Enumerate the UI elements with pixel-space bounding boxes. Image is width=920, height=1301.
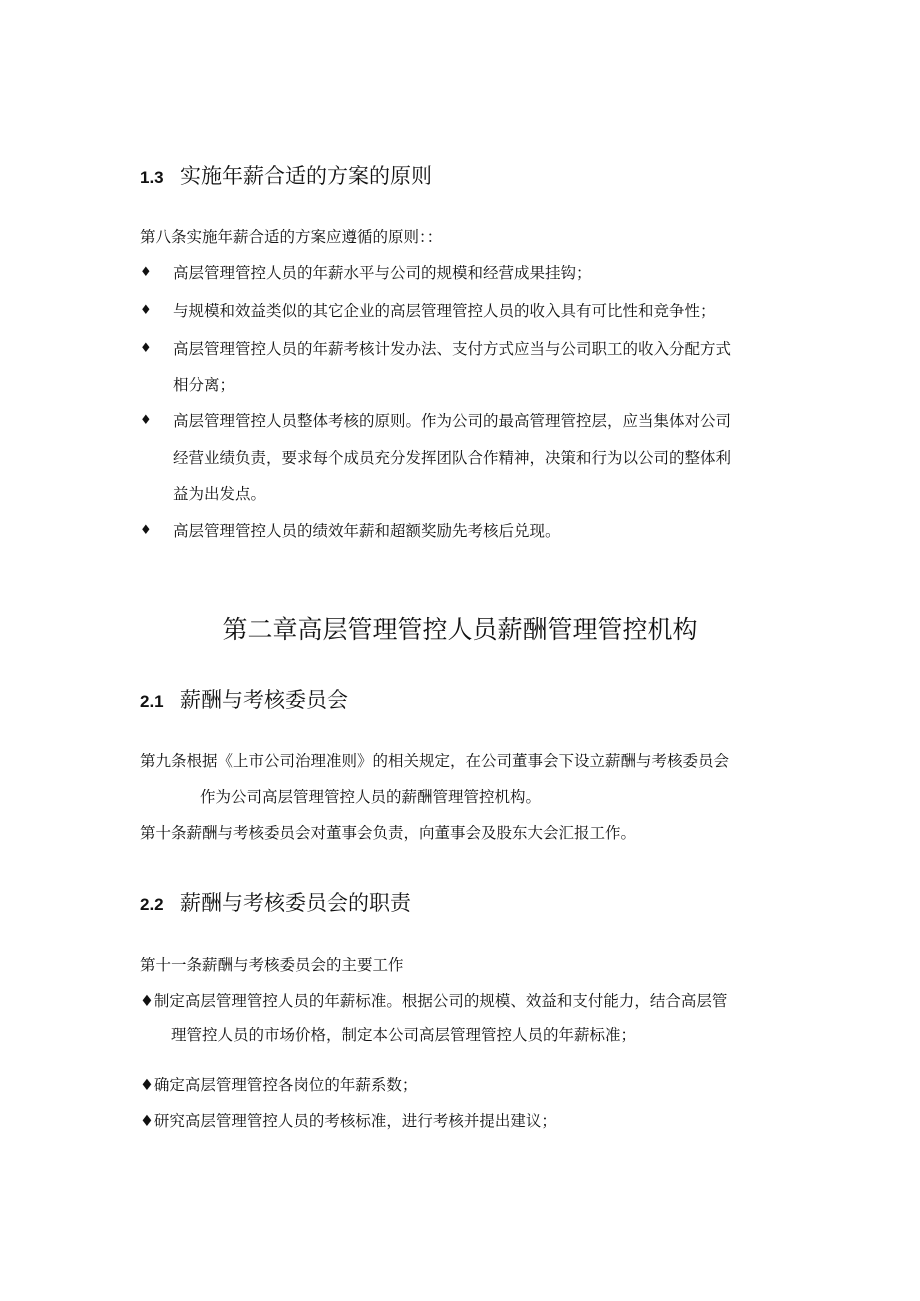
bullet-item-4-line-1: 高层管理管控人员整体考核的原则。作为公司的最高管理管控层，应当集体对公司 xyxy=(173,412,732,430)
section-title: 薪酬与考核委员会 xyxy=(180,688,348,712)
duty-item-1-line-2: 理管控人员的市场价格，制定本公司高层管理管控人员的年薪标准； xyxy=(171,1026,637,1044)
section-number: 2.2 xyxy=(140,895,164,914)
bullet-diamond-icon: ♦ xyxy=(140,413,152,428)
section-number: 1.3 xyxy=(140,168,164,187)
bullet-item-1-line-1: 高层管理管控人员的年薪水平与公司的规模和经营成果挂钩； xyxy=(173,264,592,282)
section-heading-1-3 xyxy=(140,162,432,192)
bullet-item-5-line-1: 高层管理管控人员的绩效年薪和超额奖励先考核后兑现。 xyxy=(173,522,561,540)
section-title: 薪酬与考核委员会的职责 xyxy=(180,891,411,915)
section-number: 2.1 xyxy=(140,692,164,711)
bullet-item-2-line-1: 与规模和效益类似的其它企业的高层管理管控人员的收入具有可比性和竞争性； xyxy=(173,302,716,320)
bullet-diamond-icon: ♦ xyxy=(140,523,152,538)
bullet-diamond-icon: ♦ xyxy=(140,303,152,318)
bullet-diamond-icon: ♦ xyxy=(140,265,152,280)
chapter-title: 第二章高层管理管控人员薪酬管理管控机构 xyxy=(222,615,698,644)
article-10: 第十条薪酬与考核委员会对董事会负责，向董事会及股东大会汇报工作。 xyxy=(140,824,637,842)
bullet-item-3-line-2: 相分离； xyxy=(173,376,236,394)
article-11: 第十一条薪酬与考核委员会的主要工作 xyxy=(140,956,404,974)
duty-item-2: ♦确定高层管理管控各岗位的年薪系数； xyxy=(140,1076,418,1094)
section-heading-2-2 xyxy=(140,889,411,919)
duty-item-3: ♦研究高层管理管控人员的考核标准，进行考核并提出建议； xyxy=(140,1112,557,1130)
bullet-item-3-line-1: 高层管理管控人员的年薪考核计发办法、支付方式应当与公司职工的收入分配方式 xyxy=(173,340,732,358)
section-title: 实施年薪合适的方案的原则 xyxy=(180,164,432,188)
article-9-line-1: 第九条根据《上市公司治理准则》的相关规定，在公司董事会下设立薪酬与考核委员会 xyxy=(140,752,730,770)
bullet-item-4-line-2: 经营业绩负责，要求每个成员充分发挥团队合作精神，决策和行为以公司的整体利 xyxy=(173,449,732,467)
article-9-line-2: 作为公司高层管理管控人员的薪酬管理管控机构。 xyxy=(200,788,542,806)
article-8-intro: 第八条实施年薪合适的方案应遵循的原则：： xyxy=(140,228,443,246)
bullet-item-4-line-3: 益为出发点。 xyxy=(173,485,267,503)
bullet-diamond-icon: ♦ xyxy=(140,341,152,356)
section-heading-2-1 xyxy=(140,686,348,716)
duty-item-1-line-1: ♦制定高层管理管控人员的年薪标准。根据公司的规模、效益和支付能力，结合高层管 xyxy=(140,992,728,1010)
